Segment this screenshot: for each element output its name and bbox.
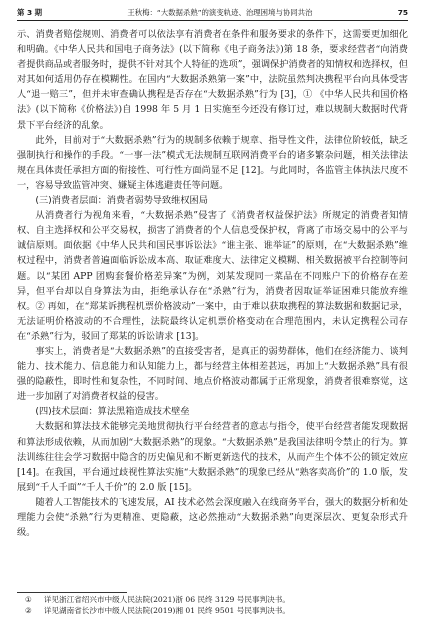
running-title: 王秋梅：“大数据杀熟”的演变轨迹、治理困境与协同共治: [127, 8, 313, 17]
footnote-text: 详见浙江省绍兴市中级人民法院(2021)浙 06 民终 3129 号民事判决书。: [43, 595, 290, 604]
footnote-text: 详见湖南省长沙市中级人民法院(2019)湘 01 民终 9501 号民事判决书。: [43, 605, 290, 615]
footnote: [17, 595, 408, 606]
body-paragraph: 从消费者行为视角来看，“大数据杀熟”侵害了《消费者权益保护法》所规定的消费者知情权、自主选择权和公平交易权，损害了消费者的个人信息受保护权，背离了市场交易中的公平与诚信原则。面依据《中华人民共和国民事诉讼法》“谁主张、谁举证”的原则，在“大数据杀熟”维权过程中，消费者普遍面临诉讼成本高、取证难度大、法律定义模糊、相关数据被平台控制等问题。以“某团 APP 团购套餐价格差异案”为例，刘某发现同一菜品在不同账户下的价格存在差异，但平台却以自身算法为由，拒绝承认存在“杀熟”行为，消费者因取证举证困难只能放弃维权。② 再如，在“郑某诉携程机票价格波动”一案中，由于难以获取携程的算法数据和数据记录，无法证明价格波动的不合理性，法院最终认定机票价格变动在合理范围内，未认定携程公司存在“杀熟”行为，驳回了郑某的诉讼请求 [13]。: [17, 210, 408, 342]
section-heading: (三)消费者层面：消费者弱势导致维权困局: [35, 195, 208, 207]
footnote-mark: ①: [25, 595, 32, 604]
body-paragraph: 事实上，消费者是“大数据杀熟”的直接受害者，是真正的弱势群体，他们在经济能力、谈判能力、技术能力、信息能力和认知能力上，都与经营主体相差甚远，再加上“大数据杀熟”具有很强的隐蔽性，即时性和复杂性，不同时间、地点价格波动都属于正常现象，消费者很难察觉，这进一步加剧了对消费者权益的侵害。: [17, 345, 408, 403]
body-paragraph: 示、消费者赔偿规则、消费者可以依法享有消费者在条件和服务要求的条件下，这需要更加细化和明确。《中华人民共和国电子商务法》(以下简称《电子商务法》)第 18 条，要求经营者“向消费者提供商品或者服务时，提供不针对其个人特征的选项”，强调保护消费者的知情权和选择权，但对其如何适用仍存在模糊性。在国内“大数据杀熟第一案”中，法院虽然判决携程平台向具体受害人“退一赔三”，但并未审查确认携程是否存在“大数据杀熟”行为 [3]，① 《中华人民共和国价格法》(以下简称《价格法》)自 1998 年 5 月 1 日实施至今还没有修订过，难以规制大数据时代背景下平台经济的乱象。: [17, 29, 408, 131]
body-paragraph: 随着人工智能技术的飞速发展，AI 技术必然会深度融入在线商务平台，强大的数据分析和处理能力会使“杀熟”行为更精准、更隐蔽，这必然推动“大数据杀熟”向更深层次、更复杂形式升级。: [17, 496, 408, 539]
running-header: [17, 8, 408, 21]
footnote: [17, 606, 408, 617]
page-number: 75: [397, 8, 408, 17]
footnote-mark: ②: [25, 605, 32, 615]
footnote-rule: [17, 592, 127, 593]
article-body: [17, 27, 408, 540]
footnotes: [17, 592, 408, 616]
section-heading: (四)技术层面：算法黑箱造成技术壁垒: [35, 406, 190, 418]
footnote-list: [17, 595, 408, 616]
issue-label: 第 3 期: [17, 8, 43, 17]
body-paragraph: 大数据和算法技术能够完美地贯彻执行平台经营者的意志与指令，使平台经营者能发现数据和算法形成依赖，从而加剧“大数据杀熟”的现象。“大数据杀熟”是我国法律明令禁止的行为。算法训练往往会学习数据中隐含的历史偏见和不断更新迭代的技术，从而产生个体不公的锁定效应 [14]。在我国，平台通过歧视性算法实施“大数据杀熟”的现象已经从“熟客卖高价”的 1.0 版，发展到“千人千面”“千人千价”的 2.0 版 [15]。: [17, 421, 408, 493]
body-paragraph: 此外，目前对于“大数据杀熟”行为的规制多依赖于规章、指导性文件，法律位阶较低，缺乏强制执行和操作的手段。“一事一法”模式无法规制互联网消费平台的诸多繁杂问题，相关法律法规在具体责任承担方面的衔接性、可行性方面尚显不足 [12]。与此同时，各监管主体执法尺度不一，容易导致监管冲突、嫌疑主体逃避责任等问题。: [17, 134, 408, 191]
